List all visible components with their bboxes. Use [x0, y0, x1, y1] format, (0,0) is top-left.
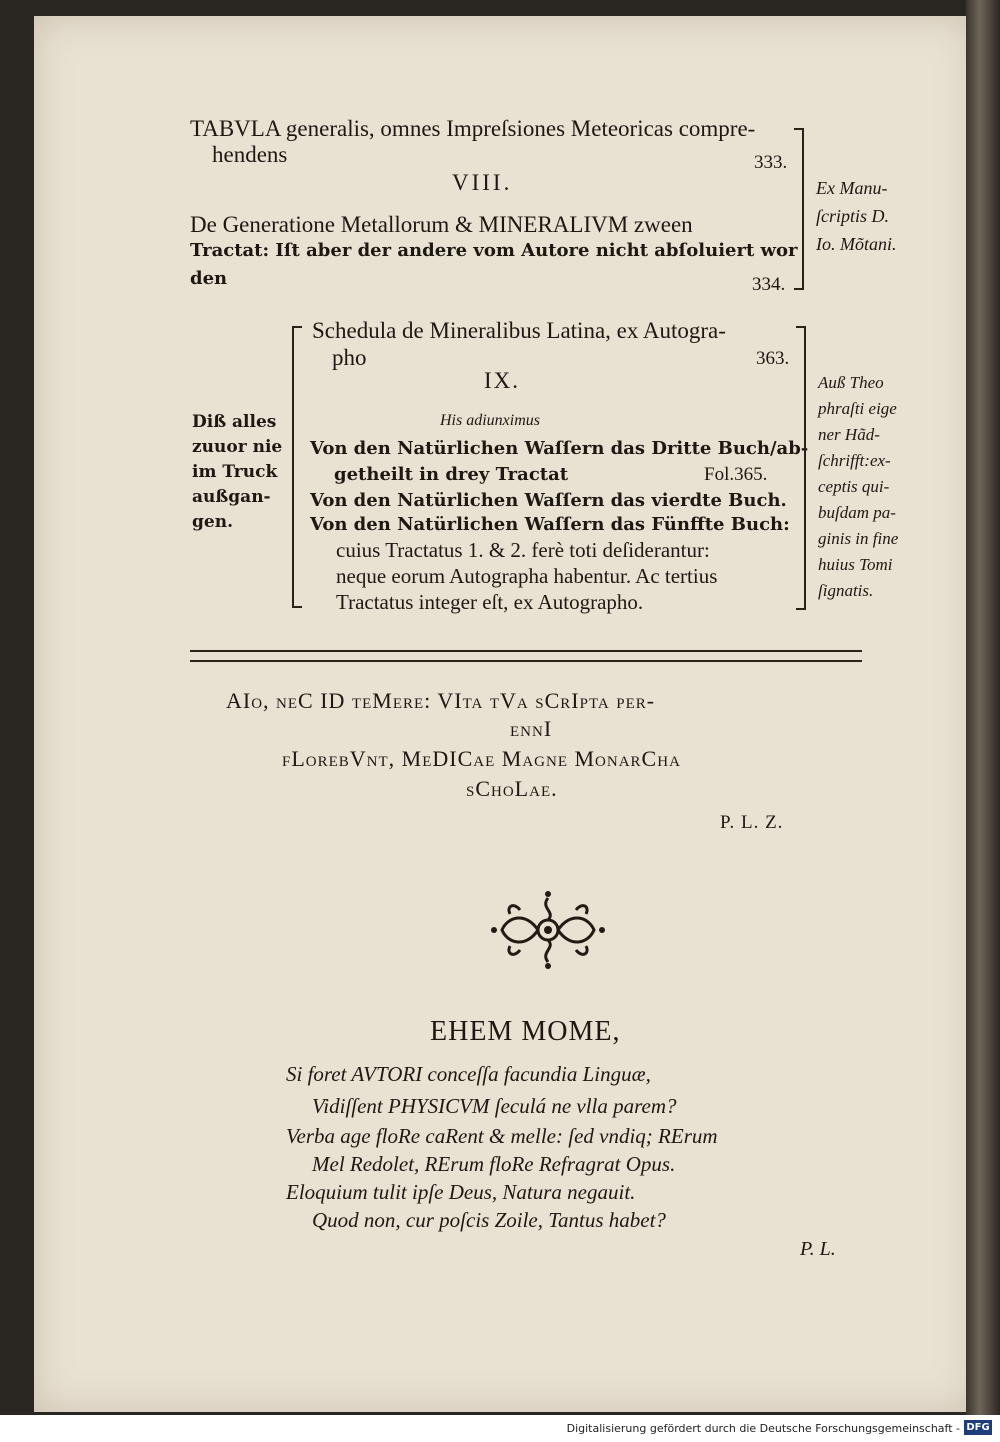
generatione-line-1: De Generatione Metallorum & MINERALIVM zween — [190, 212, 693, 237]
schedula-page-number: 363. — [756, 348, 790, 369]
side-note-line: ſcriptis D. — [816, 206, 890, 226]
section-viii-heading: VIII. — [452, 170, 513, 195]
poem-line-6: Quod non, cur poſcis Zoile, Tantus habet? — [312, 1208, 666, 1232]
fleuron-ornament-icon — [488, 890, 608, 970]
right-note-line: ner Hãd- — [818, 425, 880, 444]
poem-line-3: Verba age floRe caRent & melle: ſed vndiq; RErum — [286, 1124, 718, 1148]
generatione-page-number: 334. — [752, 274, 786, 295]
digitization-footer — [0, 1415, 1000, 1442]
right-note-line: ſchrifft:ex- — [818, 451, 891, 470]
divider-rule-top — [190, 650, 862, 652]
right-note-theophrastus — [818, 370, 898, 604]
chronogram-line-3: fLorebVnt, MeDICae Magne MonarCha — [282, 746, 681, 771]
schedula-line-2: pho — [332, 345, 367, 370]
chronogram-signature: P. L. Z. — [720, 812, 784, 833]
schedula-line-1: Schedula de Mineralibus Latina, ex Autogra- — [312, 318, 726, 343]
right-note-line: phraſti eige — [818, 399, 897, 418]
section-ix-heading: IX. — [484, 368, 521, 393]
generatione-line-2: Tractat: Iſt aber der andere vom Autore nicht abſoluiert wor — [190, 240, 798, 261]
chronogram-line-1: AIo, neC ID teMere: VIta tVa sCrIpta per- — [226, 688, 656, 713]
poem-signature: P. L. — [800, 1238, 836, 1260]
wasser-book-5-line-4: Tractatus integer eſt, ex Autographo. — [336, 590, 644, 614]
wasser-book-5-line-3: neque eorum Autographa habentur. Ac tertius — [336, 564, 718, 588]
left-note-line: im Truck — [192, 462, 278, 482]
wasser-book-3-line-2: getheilt in drey Tractat — [334, 464, 569, 485]
footer-credit-text: Digitalisierung gefördert durch die Deutsche Forschungsgemeinschaft - — [566, 1422, 960, 1435]
wasser-book-5-line-1: Von den Natürlichen Waſſern das Fünffte Buch: — [310, 514, 790, 535]
right-note-line: buſdam pa- — [818, 503, 896, 522]
left-note-line: außgan- — [192, 487, 271, 507]
left-note-never-printed — [192, 410, 282, 535]
bracket-left-group — [292, 326, 302, 608]
tabula-line-1: TABVLA generalis, omnes Impreſsiones Meteoricas compre- — [190, 116, 756, 141]
left-note-line: zuuor nie — [192, 437, 283, 457]
wasser-book-5-line-2: cuius Tractatus 1. & 2. ferè toti deſiderantur: — [336, 538, 710, 562]
right-note-line: Auß Theo — [818, 373, 884, 392]
book-binding-edge — [966, 0, 1000, 1415]
generatione-line-3: den — [190, 268, 228, 289]
bracket-right-group — [796, 326, 806, 610]
side-note-manuscripts — [816, 174, 897, 258]
chronogram-line-4: sChoLae. — [466, 776, 558, 801]
poem-line-4: Mel Redolet, RErum floRe Refragrat Opus. — [312, 1152, 676, 1176]
tabula-line-2: hendens — [212, 142, 288, 167]
side-note-line: Io. Mõtani. — [816, 234, 897, 254]
poem-line-5: Eloquium tulit ipſe Deus, Natura negauit. — [286, 1180, 636, 1204]
poem-title: EHEM MOME, — [430, 1016, 621, 1047]
wasser-book-3-folio: Fol.365. — [704, 464, 768, 485]
bracket-manuscripts — [794, 128, 804, 290]
wasser-book-3-line-1: Von den Natürlichen Waſſern das Dritte Buch/ab- — [310, 438, 809, 459]
left-note-line: Diß alles — [192, 412, 277, 432]
right-note-line: ginis in fine — [818, 529, 899, 548]
his-adiunximus: His adiunximus — [440, 412, 540, 429]
poem-line-2: Vidiſſent PHYSICVM ſeculá ne vlla parem? — [312, 1094, 677, 1118]
right-note-line: ſignatis. — [818, 581, 874, 600]
poem-line-1: Si foret AVTORI conceſſa facundia Linguæ, — [286, 1062, 651, 1086]
divider-rule-bottom — [190, 660, 862, 662]
right-note-line: ceptis qui- — [818, 477, 890, 496]
wasser-book-4: Von den Natürlichen Waſſern das vierdte Buch. — [310, 490, 787, 511]
side-note-line: Ex Manu- — [816, 178, 888, 198]
tabula-page-number: 333. — [754, 152, 788, 173]
chronogram-line-2: ennI — [510, 716, 553, 741]
dfg-logo: DFG — [964, 1420, 992, 1435]
right-note-line: huius Tomi — [818, 555, 893, 574]
left-note-line: gen. — [192, 512, 233, 532]
